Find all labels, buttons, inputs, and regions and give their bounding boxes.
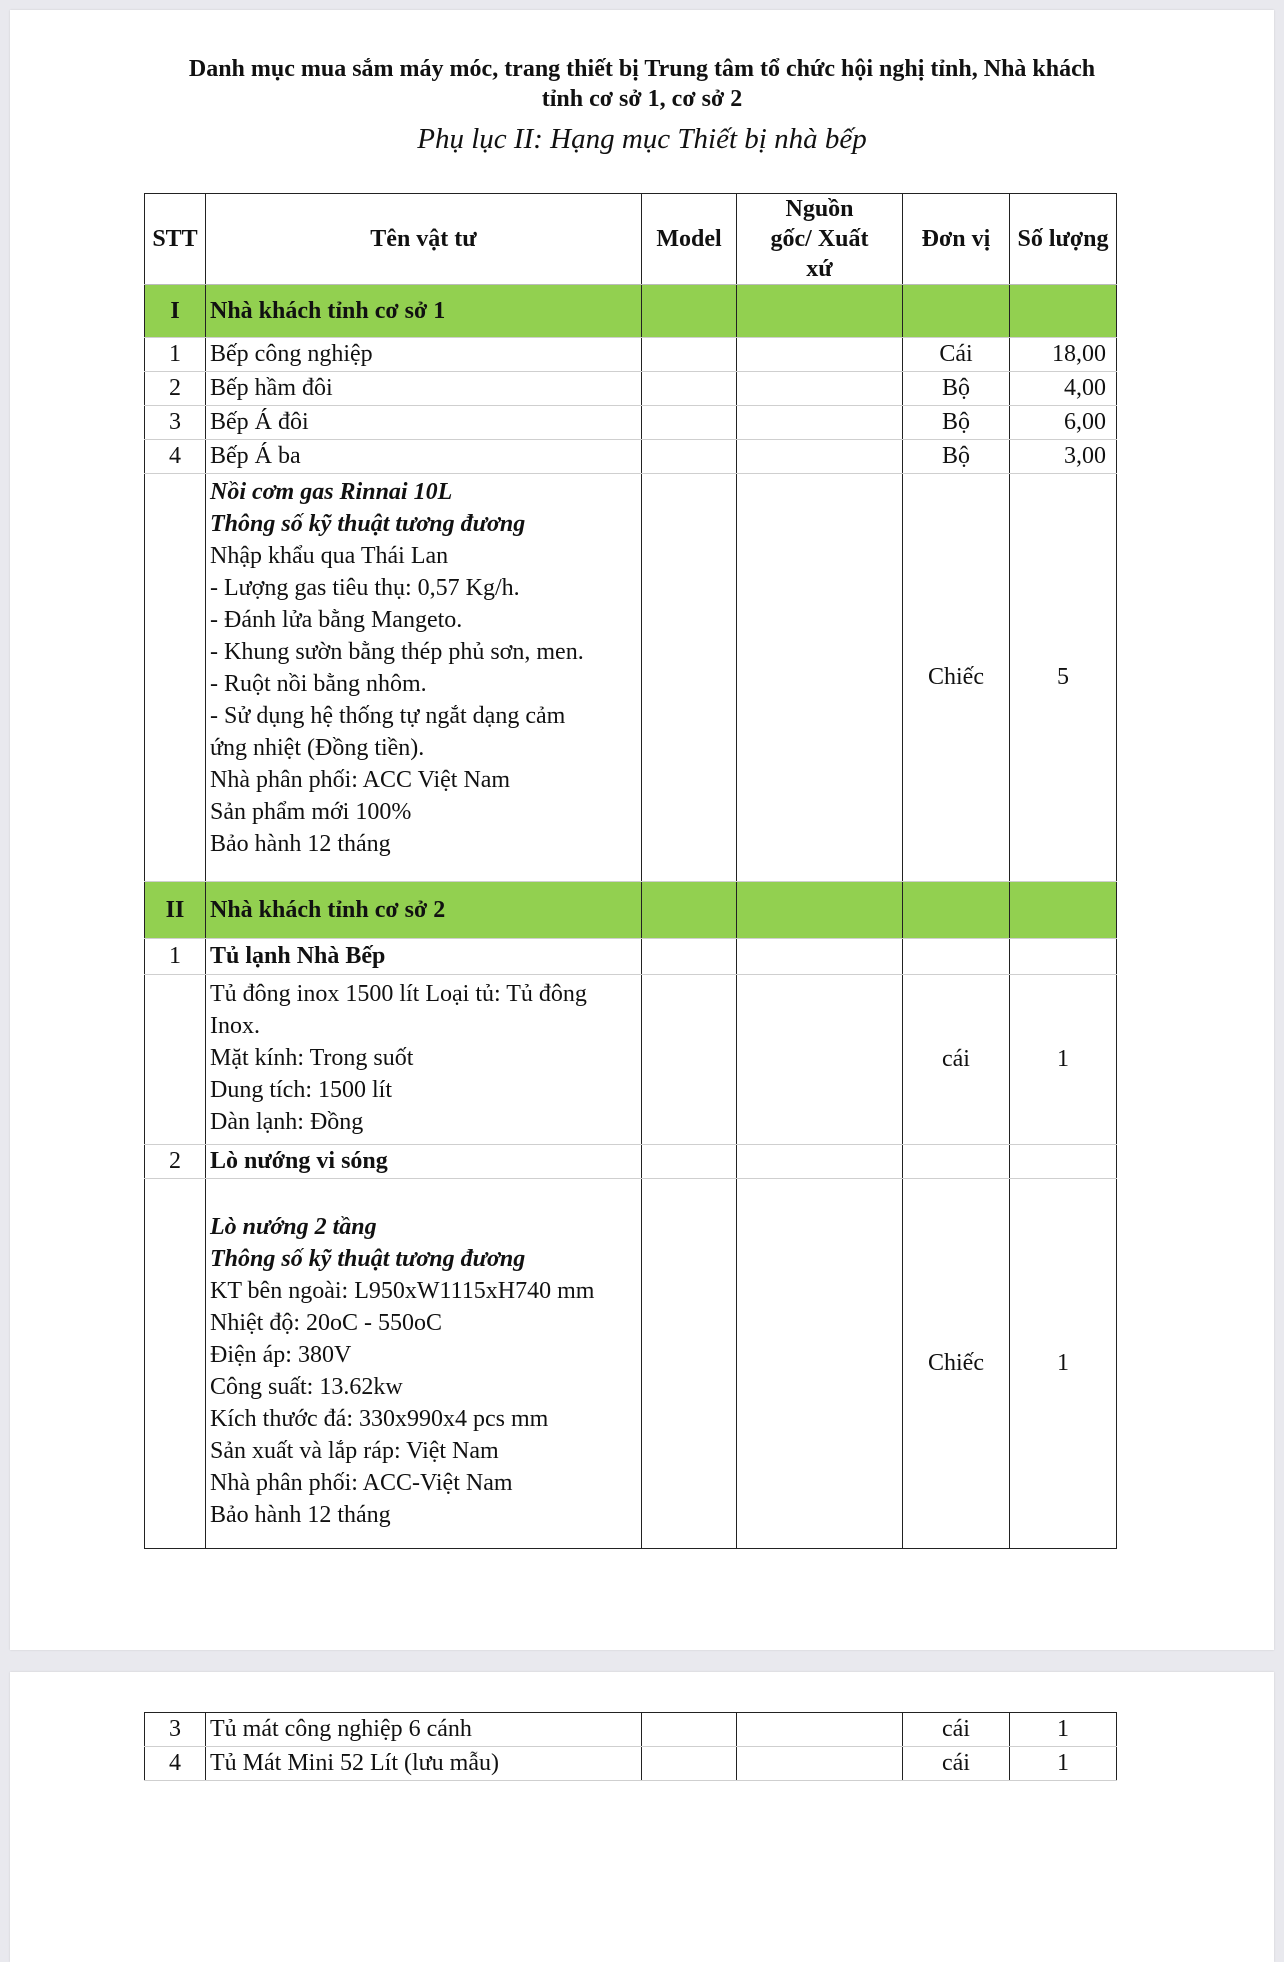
- header-origin: Nguồn gốc/ Xuất xứ: [737, 194, 903, 285]
- table-row-fridge-detail: [145, 975, 1117, 1145]
- item-name: Bếp Á đôi: [206, 406, 642, 440]
- header-model: Model: [642, 194, 737, 285]
- item-name: Lò nướng vi sóng: [206, 1145, 642, 1179]
- table-row: 4 Bếp Á ba Bộ 3,00: [145, 440, 1117, 474]
- item-qty: 3,00: [1010, 440, 1117, 474]
- section-row-2: [145, 882, 1117, 939]
- document-subtitle: Phụ lục II: Hạng mục Thiết bị nhà bếp: [417, 123, 867, 155]
- equipment-table-continued: [144, 1712, 1117, 1781]
- item-unit: Cái: [903, 338, 1010, 372]
- item-name: Bếp công nghiệp: [206, 338, 642, 372]
- section-row-1: [145, 285, 1117, 338]
- item-qty: 18,00: [1010, 338, 1117, 372]
- item-description: Tủ đông inox 1500 lít Loại tủ: Tủ đông Inox. Mặt kính: Trong suốt Dung tích: 1500 lít Dàn lạnh: Đồng: [206, 975, 642, 1145]
- item-unit: Chiếc: [903, 474, 1010, 882]
- equipment-table: [144, 193, 1117, 1549]
- table-header-row: [145, 194, 1117, 285]
- item-unit: cái: [903, 1747, 1010, 1781]
- table-row: 3 Tủ mát công nghiệp 6 cánh cái 1: [145, 1713, 1117, 1747]
- header-qty: Số lượng: [1010, 194, 1117, 285]
- item-unit: Bộ: [903, 440, 1010, 474]
- document-title: Danh mục mua sắm máy móc, trang thiết bị Trung tâm tổ chức hội nghị tỉnh, Nhà khách tỉnh cơ sở 1, cơ sở 2: [188, 56, 1096, 112]
- item-unit: Bộ: [903, 372, 1010, 406]
- section-name: Nhà khách tỉnh cơ sở 2: [206, 882, 642, 939]
- item-qty: 1: [1010, 975, 1117, 1145]
- table-row: 2 Lò nướng vi sóng: [145, 1145, 1117, 1179]
- header-name: Tên vật tư: [206, 194, 642, 285]
- section-stt: II: [145, 882, 206, 939]
- item-name: Tủ lạnh Nhà Bếp: [206, 939, 642, 975]
- item-unit: cái: [903, 975, 1010, 1145]
- table-row: 3 Bếp Á đôi Bộ 6,00: [145, 406, 1117, 440]
- item-qty: 6,00: [1010, 406, 1117, 440]
- table-row: 4 Tủ Mát Mini 52 Lít (lưu mẫu) cái 1: [145, 1747, 1117, 1781]
- item-name: Bếp hầm đôi: [206, 372, 642, 406]
- item-qty: 1: [1010, 1179, 1117, 1549]
- item-qty: 1: [1010, 1747, 1117, 1781]
- item-qty: 5: [1010, 474, 1117, 882]
- item-qty: 1: [1010, 1713, 1117, 1747]
- table-row: 1 Tủ lạnh Nhà Bếp: [145, 939, 1117, 975]
- item-description: Nồi cơm gas Rinnai 10L Thông số kỹ thuật tương đương Nhập khẩu qua Thái Lan - Lượng gas tiêu thụ: 0,57 Kg/h. - Đánh lửa bằng Mangeto. - Khung sườn bằng thép phủ sơn, men. - Ruột nồi bằng nhôm. - Sử dụng hệ thống tự ngắt dạng cảm ứng nhiệt (Đồng tiền). Nhà phân phối: ACC Việt Nam Sản phẩm mới 100% Bảo hành 12 tháng: [206, 474, 642, 882]
- item-description: Lò nướng 2 tầng Thông số kỹ thuật tương đương KT bên ngoài: L950xW1115xH740 mm Nhiệt độ: 20oC - 550oC Điện áp: 380V Công suất: 13.62kw Kích thước đá: 330x990x4 pcs mm Sản xuất và lắp ráp: Việt Nam Nhà phân phối: ACC-Việt Nam Bảo hành 12 tháng: [206, 1179, 642, 1549]
- table-row-rice-cooker: [145, 474, 1117, 882]
- item-qty: 4,00: [1010, 372, 1117, 406]
- item-name: Bếp Á ba: [206, 440, 642, 474]
- item-unit: cái: [903, 1713, 1010, 1747]
- section-stt: I: [145, 285, 206, 338]
- header-unit: Đơn vị: [903, 194, 1010, 285]
- table-row: 1 Bếp công nghiệp Cái 18,00: [145, 338, 1117, 372]
- item-unit: Chiếc: [903, 1179, 1010, 1549]
- item-name: Tủ Mát Mini 52 Lít (lưu mẫu): [206, 1747, 642, 1781]
- table-row: 2 Bếp hầm đôi Bộ 4,00: [145, 372, 1117, 406]
- document-page-2: [10, 1672, 1274, 1962]
- header-stt: STT: [145, 194, 206, 285]
- section-name: Nhà khách tỉnh cơ sở 1: [206, 285, 642, 338]
- item-name: Tủ mát công nghiệp 6 cánh: [206, 1713, 642, 1747]
- table-row-oven-detail: [145, 1179, 1117, 1549]
- document-page-1: [10, 10, 1274, 1650]
- item-unit: Bộ: [903, 406, 1010, 440]
